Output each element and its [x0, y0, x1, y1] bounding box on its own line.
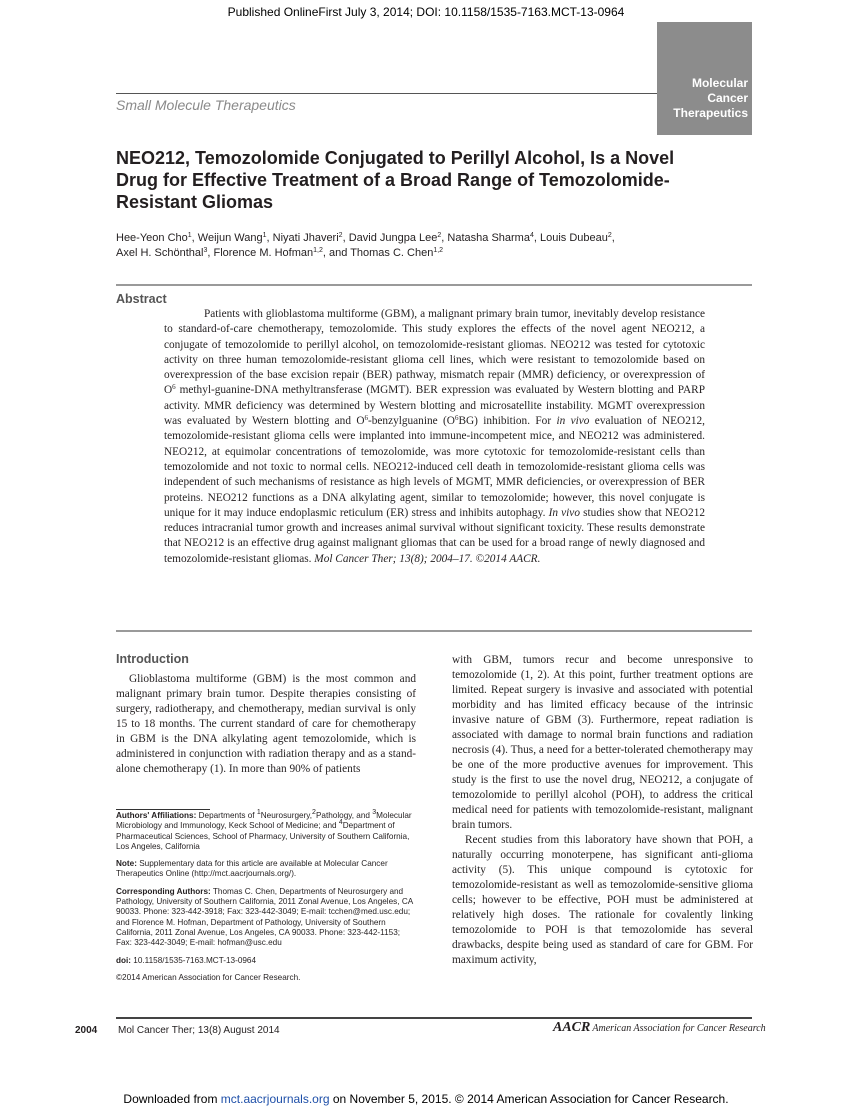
author: Thomas C. Chen$^{1,2}$: [350, 247, 444, 259]
brand-line: Molecular: [691, 76, 748, 90]
abstract-citation: Mol Cancer Ther; 13(8); 2004–17. ©2014 AACR.: [314, 552, 541, 565]
paragraph: with GBM, tumors recur and become unresponsive to temozolomide (1, 2). At this point, further treatment options are limited. Repeat surgery is invasive and associated with potential morbidity and has limited efficacy because of the intrinsic invasive nature of GBM (3). Furthermore, repeat radiation is associated with damage to normal brain functions and radiation necrosis (4). Thus, a need for a better-tolerated chemotherapy may be one of the more productive avenues for improvement. This study is the first to use the novel drug, NEO212, a conjugate of temozolomide to perillyl alcohol (POH), to address the critical medical need for patients with temozolomide-resistant, malignant brain tumors.: [452, 654, 753, 831]
supplementary-note: Note: Supplementary data for this article are available at Molecular Cancer Therapeutics Online (http://mct.aacrjournals.org/).: [116, 859, 388, 879]
abstract-heading: Abstract: [116, 292, 167, 306]
section-label: Small Molecule Therapeutics: [116, 97, 296, 113]
abstract-body: Patients with glioblastoma multiforme (GBM), a malignant primary brain tumor, inevitably develop resistance to standard-of-care chemotherapy, temozolomide. This study explores the effects of the novel agent NEO212, a conjugate of temozolomide to perillyl alcohol, on temozolomide-resistant gliomas. NEO212 was tested for cytotoxic activity on three human temozolomide-resistant glioma cell lines, which were resistant to temozolomide based on overexpression of the base excision repair (BER) pathway, mismatch repair (MMR) deficiency, or overexpression of $O^6$ methyl-guanine-DNA methyltransferase (MGMT). BER expression was evaluated by Western blotting and PARP activity. MMR deficiency was determined by Western blotting and microsatellite instability. MGMT overexpression was evaluated by Western blotting and $O^6$-benzylguanine $(O^6BG)$ inhibition. For in vivo evaluation of NEO212, temozolomide-resistant glioma cells were implanted into immune-incompetent mice, and NEO212 was administered. NEO212, at equimolar concentrations of temozolomide, was more cytotoxic for temozolomide-resistant cells than temozolomide and not toxic to normal cells. NEO212-induced cell death in temozolomide-resistant glioma cells was independent of such mechanisms of resistance as high levels of MGMT, MMR deficiencies, or overexpression of BER proteins. NEO212 functions as a DNA alkylating agent, similar to temozolomide; however, this novel conjugate is unique for it may induce endoplasmic reticulum (ER) stress and inhibits autophagy. In vivo studies show that NEO212 reduces intracranial tumor growth and increases animal survival without significant toxicity. These results demonstrate that NEO212 is an effective drug against malignant gliomas that can be used for a broad range of newly diagnosed and temozolomide-resistant gliomas. Mol Cancer Ther; 13(8); 2004–17. ©2014 AACR.: [164, 308, 705, 565]
footnotes: [116, 811, 418, 990]
paragraph: Glioblastoma multiforme (GBM) is the most common and malignant primary brain tumor. Despite therapies consisting of surgery, radiotherapy, and chemotherapy, median survival is only 15 to 18 months. The current standard of care for chemotherapy in GBM is the DNA alkylating agent temozolomide, which is administered in conjunction with radiation therapy and as a stand-alone chemotherapy (1). In more than 90% of patients: [116, 673, 416, 775]
corresponding-authors-note: Corresponding Authors: Thomas C. Chen, Departments of Neurosurgery and Pathology, University of Southern California, 2011 Zonal Avenue, Los Angeles, CA 90033. Phone: 323-442-3918; Fax: 323-442-3049; E-mail: tcchen@med.usc.edu; and Florence M. Hofman, Department of Pathology, University of Southern California, 2011 Zonal Avenue, Los Angeles, CA 90033. Phone: 323-442-1153; Fax: 323-442-3049; E-mail: hofman@usc.edu: [116, 886, 413, 948]
affiliations-note: Authors' Affiliations: Departments of $^1$Neurosurgery,$^2$Pathology, and $^3$Molecular Microbiology and Immunology, Keck School of Medicine; and $^4$Department of Pharmaceutical Sciences, School of Pharmacy, University of Southern California, Los Angeles, California: [116, 809, 412, 851]
download-line: Downloaded from mct.aacrjournals.org on November 5, 2015. © 2014 American Association for Cancer Research.: [123, 1092, 729, 1106]
footnote-rule: [116, 809, 210, 810]
introduction-right-column: [452, 653, 753, 968]
author: Niyati Jhaveri$^2$: [272, 232, 343, 244]
abstract-bottom-rule: [116, 630, 752, 632]
author: Axel H. Schönthal$^3$: [116, 247, 208, 259]
author: Hee-Yeon Cho$^1$: [116, 232, 192, 244]
published-online-line: Published OnlineFirst July 3, 2014; DOI: 10.1158/1535-7163.MCT-13-0964: [227, 5, 625, 19]
aacr-mark: AACR: [553, 1020, 591, 1035]
journal-brand-text: [673, 76, 748, 121]
doi-note: doi: 10.1158/1535-7163.MCT-13-0964: [116, 955, 257, 965]
introduction-left-column: [116, 672, 416, 777]
author: Florence M. Hofman$^{1,2}$: [213, 247, 323, 259]
footer-rule: [116, 1017, 752, 1019]
author: David Jungpa Lee$^2$: [348, 232, 442, 244]
abstract-top-rule: [116, 284, 752, 286]
introduction-heading: Introduction: [116, 652, 189, 666]
author-list: Hee-Yeon Cho$^1$, Weijun Wang$^1$, Niyati Jhaveri$^2$, David Jungpa Lee$^2$, Natasha Sharma$^4$, Louis Dubeau$^2$, Axel H. Schönthal$^3$, Florence M. Hofman$^{1,2}$, and Thomas C. Chen$^{1,2}$: [116, 232, 615, 259]
author: Natasha Sharma$^4$: [447, 232, 534, 244]
copyright-note: ©2014 American Association for Cancer Research.: [116, 972, 301, 982]
author: Weijun Wang$^1$: [197, 232, 267, 244]
brand-line: Cancer: [707, 91, 748, 105]
aacr-logo: [553, 1020, 766, 1036]
header-rule: [116, 93, 657, 94]
brand-line: Therapeutics: [673, 106, 748, 120]
author: Louis Dubeau$^2$: [540, 232, 612, 244]
journal-brand-box: [657, 22, 752, 135]
article-title: NEO212, Temozolomide Conjugated to Perillyl Alcohol, Is a Novel Drug for Effective Treatment of a Broad Range of Temozolomide-Resistant Gliomas: [116, 148, 675, 212]
download-link[interactable]: mct.aacrjournals.org: [220, 1092, 330, 1106]
page-number: 2004: [75, 1025, 98, 1036]
aacr-name: American Association for Cancer Research: [592, 1023, 766, 1034]
paragraph: Recent studies from this laboratory have shown that POH, a naturally occurring monoterpene, has significant anti-glioma activity (5). This unique compound is cytotoxic for temozolomide-resistant as well as temozolomide-sensitive glioma cells; however to be effective, POH must be administered at relatively high doses. The rationale for covalently linking temozolomide to POH is that temozolomide has several drawbacks, despite being used as standard of care for GBM. For maximum activity,: [452, 834, 753, 966]
journal-info: Mol Cancer Ther; 13(8) August 2014: [118, 1025, 280, 1036]
